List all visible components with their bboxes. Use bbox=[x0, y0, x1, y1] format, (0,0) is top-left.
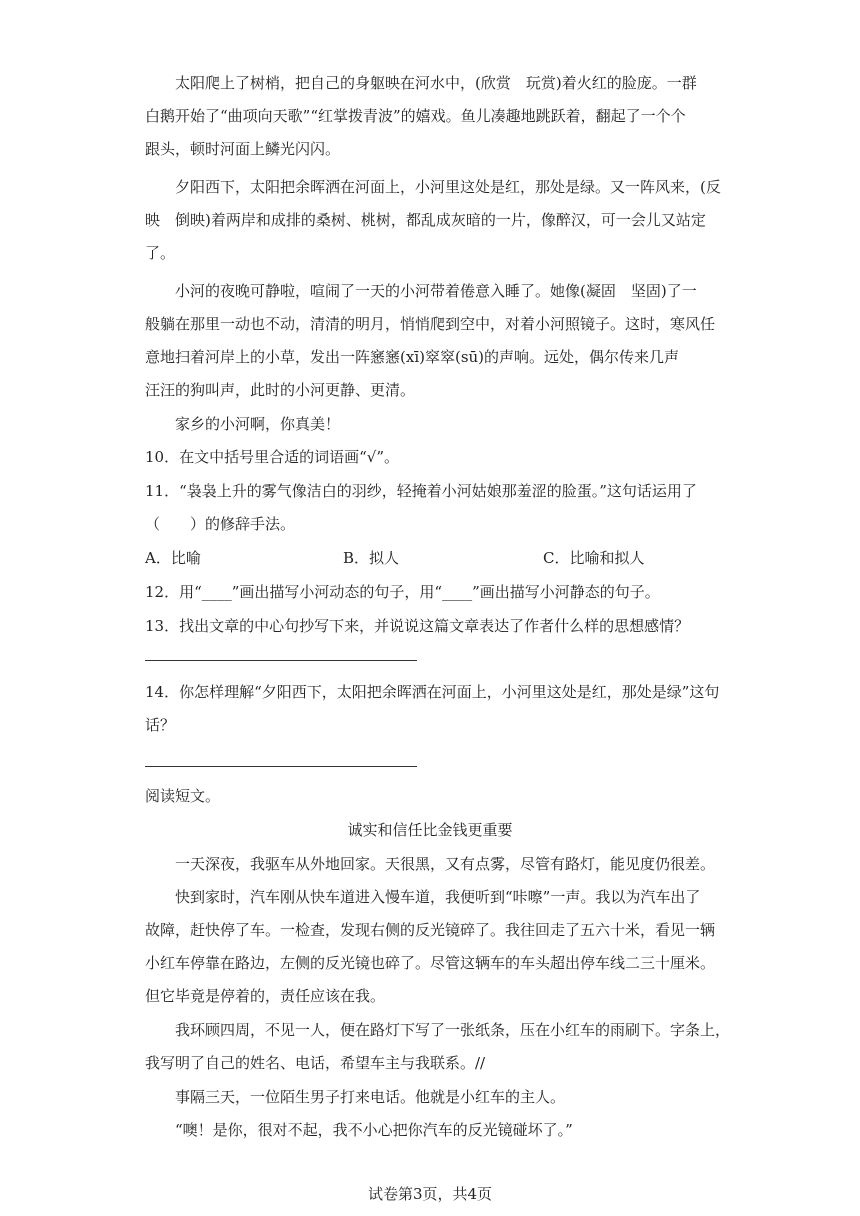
passage2-p3-line1: 我环顾四周，不见一人，便在路灯下写了一张纸条，压在小红车的雨刷下。字条上， bbox=[175, 1021, 731, 1039]
question-11-line1: 11．“袅袅上升的雾气像洁白的羽纱，轻掩着小河姑娘那羞涩的脸蛋。”这句话运用了 bbox=[145, 482, 697, 500]
question-12: 12．用“____”画出描写小河动态的句子，用“____”画出描写小河静态的句子。 bbox=[145, 583, 660, 601]
option-b[interactable]: B．拟人 bbox=[343, 549, 400, 567]
question-14-line2: 话？ bbox=[145, 716, 176, 734]
answer-line-14[interactable] bbox=[145, 766, 417, 767]
passage1-p3-line2: 般躺在那里一动也不动，清清的明月，悄悄爬到空中，对着小河照镜子。这时，寒风任 bbox=[145, 315, 716, 333]
passage1-p4: 家乡的小河啊，你真美！ bbox=[175, 415, 341, 433]
option-c[interactable]: C．比喻和拟人 bbox=[543, 549, 645, 567]
passage1-p1-line3: 跟头，顿时河面上鳞光闪闪。 bbox=[145, 140, 341, 158]
passage2-p2-line1: 快到家时，汽车刚从快车道进入慢车道，我便听到“咔嚓”一声。我以为汽车出了 bbox=[175, 888, 701, 906]
page-footer: 试卷第3页，共4页 bbox=[367, 1185, 493, 1203]
question-13: 13．找出文章的中心句抄写下来，并说说这篇文章表达了作者什么样的思想感情？ bbox=[145, 617, 690, 635]
passage1-p2-line2: 映 倒映)着两岸和成排的桑树、桃树，都乱成灰暗的一片，像醉汉，可一会儿又站定 bbox=[145, 211, 706, 229]
passage1-p2-line1: 夕阳西下，太阳把余晖洒在河面上，小河里这处是红，那处是绿。又一阵风来，(反 bbox=[175, 178, 721, 196]
passage2-p2-line3: 小红车停靠在路边，左侧的反光镜也碎了。尽管这辆车的车头超出停车线二三十厘米。 bbox=[145, 954, 716, 972]
passage2-p1: 一天深夜，我驱车从外地回家。天很黑，又有点雾，尽管有路灯，能见度仍很差。 bbox=[175, 855, 716, 873]
question-10: 10．在文中括号里合适的词语画“√”。 bbox=[145, 448, 399, 466]
passage1-p3-line4: 汪汪的狗叫声，此时的小河更静、更清。 bbox=[145, 381, 416, 399]
passage2-title: 诚实和信任比金钱更重要 bbox=[347, 821, 513, 839]
passage1-p1-line2: 白鹅开始了“曲项向天歌”“红掌拨青波”的嬉戏。鱼儿凑趣地跳跃着，翻起了一个个 bbox=[145, 107, 686, 125]
question-14-line1: 14．你怎样理解“夕阳西下，太阳把余晖洒在河面上，小河里这处是红，那处是绿”这句 bbox=[145, 683, 720, 701]
answer-line-13[interactable] bbox=[145, 660, 417, 661]
passage1-p3-line3: 意地扫着河岸上的小草，发出一阵窸窸(xī)窣窣(sū)的声响。远处，偶尔传来几声 bbox=[145, 348, 680, 366]
question-11-line2: （ ）的修辞手法。 bbox=[145, 515, 296, 533]
passage2-p3-line2: 我写明了自己的姓名、电话，希望车主与我联系。// bbox=[145, 1054, 486, 1072]
passage2-p2-line4: 但它毕竟是停着的，责任应该在我。 bbox=[145, 987, 386, 1005]
passage2-p2-line2: 故障，赶快停了车。一检查，发现右侧的反光镜碎了。我往回走了五六十米，看见一辆 bbox=[145, 921, 716, 939]
passage1-p2-line3: 了。 bbox=[145, 244, 176, 262]
passage1-p3-line1: 小河的夜晚可静啦，喧闹了一天的小河带着倦意入睡了。她像(凝固 坚固)了一 bbox=[175, 282, 697, 300]
option-a[interactable]: A．比喻 bbox=[145, 549, 201, 567]
passage2-p5: “噢！是你，很对不起，我不小心把你汽车的反光镜碰坏了。” bbox=[175, 1121, 573, 1139]
passage2-p4: 事隔三天，一位陌生男子打来电话。他就是小红车的主人。 bbox=[175, 1088, 566, 1106]
reading-instruction: 阅读短文。 bbox=[145, 787, 221, 805]
passage1-p1-line1: 太阳爬上了树梢，把自己的身躯映在河水中，(欣赏 玩赏)着火红的脸庞。一群 bbox=[175, 74, 697, 92]
